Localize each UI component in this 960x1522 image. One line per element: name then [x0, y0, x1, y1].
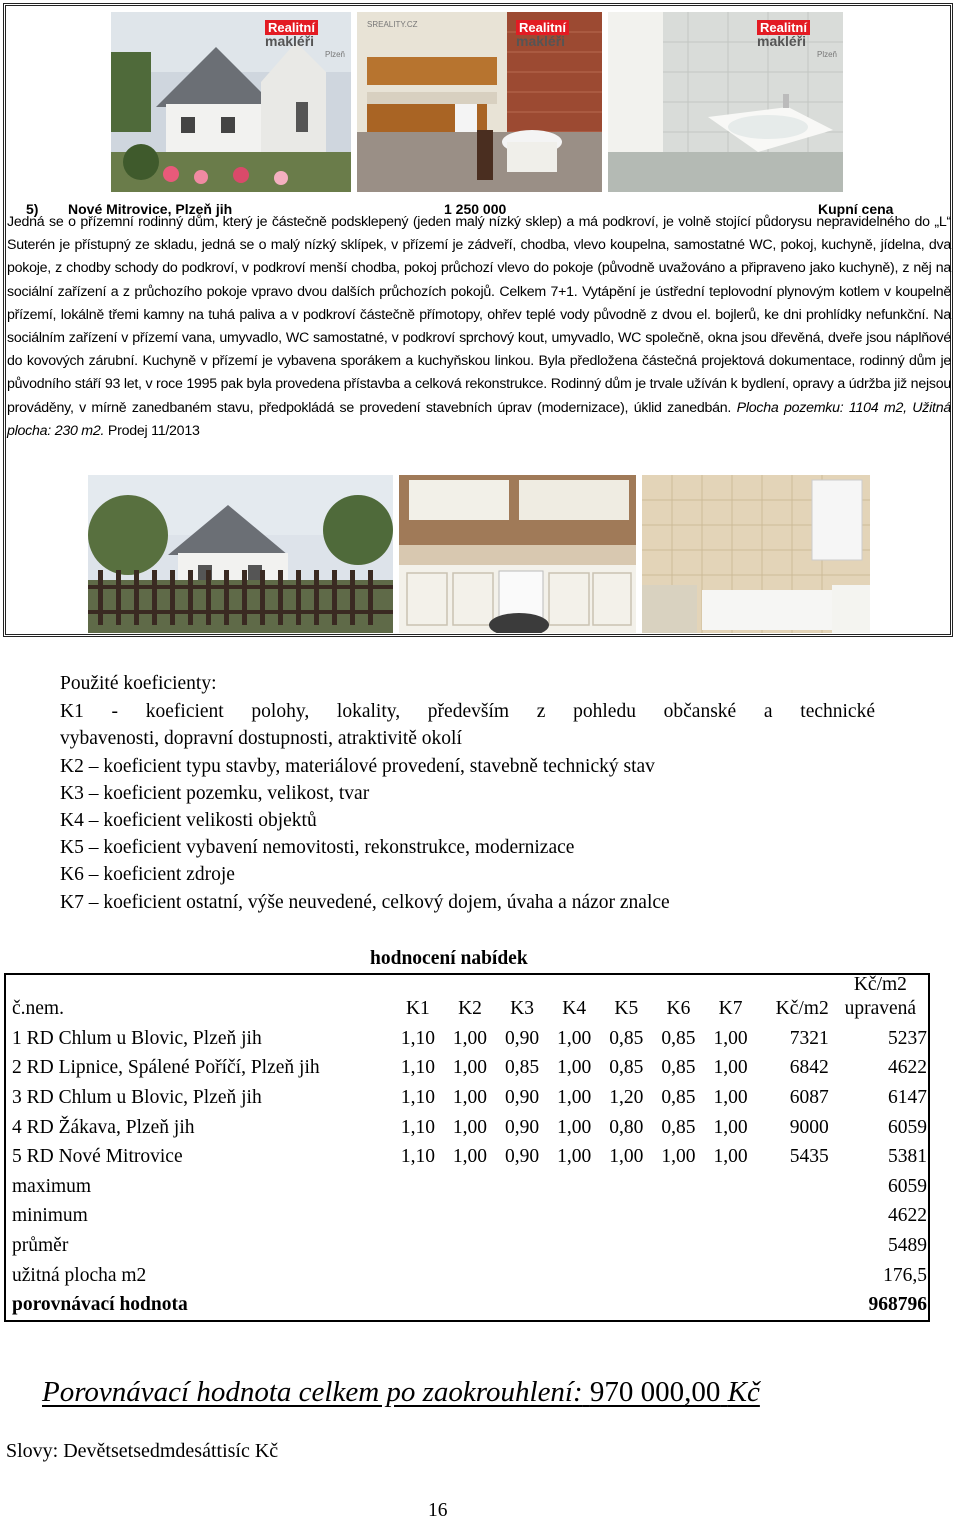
coefficients-intro: Použité koeficienty:	[60, 673, 217, 694]
row-value-cell: 0,85	[661, 1027, 696, 1049]
summary-value: 176,5	[883, 1264, 927, 1286]
row-value-cell: 6087	[789, 1086, 829, 1108]
photo-white-kitchen	[399, 475, 636, 633]
description-area: Plocha pozemku: 1104 m2, Užitná plocha: 230 m2.	[7, 399, 951, 439]
row-value-cell: 0,90	[505, 1086, 540, 1108]
row-name-cell: 5 RD Nové Mitrovice	[12, 1146, 183, 1168]
table-header-row	[6, 973, 932, 1024]
row-value-cell: 0,85	[661, 1086, 696, 1108]
row-value-cell: 1,10	[400, 1086, 435, 1108]
row-value-cell: 1,00	[713, 1146, 748, 1168]
final-value	[42, 1376, 760, 1409]
table-row	[6, 1054, 932, 1084]
row-value-cell: 1,00	[713, 1116, 748, 1138]
row-value-cell: 7321	[789, 1027, 829, 1049]
coefficient-k5: K5 – koeficient vybavení nemovitosti, rekonstrukce, modernizace	[60, 837, 575, 859]
table-row	[6, 1113, 932, 1143]
row-value-cell: 5381	[888, 1146, 927, 1168]
summary-value: 4622	[888, 1205, 927, 1227]
header-upravena-line: upravená	[844, 998, 917, 1019]
summary-label: užitná plocha m2	[12, 1264, 147, 1286]
row-value-cell: 1,00	[557, 1027, 592, 1049]
coefficients-section	[60, 670, 875, 916]
row-value-cell: 0,90	[505, 1027, 540, 1049]
header-k6: K6	[666, 998, 691, 1019]
row-value-cell: 5435	[789, 1146, 829, 1168]
coefficient-k4: K4 – koeficient velikosti objektů	[60, 810, 317, 832]
header-cnem: č.nem.	[12, 998, 64, 1019]
header-kc-m2-upravena	[829, 973, 932, 1024]
photo-kitchen	[357, 12, 602, 192]
listing-price: 1 250 000	[444, 201, 507, 217]
photo-house-fence	[88, 475, 393, 633]
row-name-cell: 1 RD Chlum u Blovic, Plzeň jih	[12, 1027, 262, 1049]
row-value-cell: 6842	[789, 1057, 829, 1079]
row-value-cell: 5237	[888, 1027, 927, 1049]
summary-label: minimum	[12, 1205, 88, 1227]
header-k5: K5	[614, 998, 639, 1019]
photo-bathroom	[608, 12, 843, 192]
row-value-cell: 1,00	[557, 1086, 592, 1108]
row-value-cell: 1,00	[452, 1146, 488, 1168]
row-value-cell: 0,85	[609, 1027, 644, 1049]
row-value-cell: 1,00	[452, 1116, 488, 1138]
row-value-cell: 1,00	[452, 1086, 488, 1108]
row-name-cell: 2 RD Lipnice, Spálené Poříčí, Plzeň jih	[12, 1057, 320, 1079]
row-value-cell: 1,20	[609, 1086, 644, 1108]
header-k3: K3	[510, 998, 535, 1019]
row-value-cell: 1,00	[452, 1057, 488, 1079]
listing-description	[7, 211, 951, 443]
row-value-cell: 6147	[888, 1086, 927, 1108]
row-value-cell: 1,10	[400, 1057, 435, 1079]
summary-value: 5489	[888, 1234, 927, 1256]
summary-row	[6, 1231, 932, 1261]
coefficient-k1-cont: vybavenosti, dopravní dostupnosti, atraktivitě okolí	[60, 728, 462, 750]
table-row	[6, 1142, 932, 1172]
row-value-cell: 1,00	[713, 1057, 748, 1079]
row-value-cell: 0,90	[505, 1146, 540, 1168]
summary-value: 6059	[888, 1175, 927, 1197]
row-value-cell: 9000	[789, 1116, 829, 1138]
listing-box	[3, 3, 953, 637]
value-in-words: Slovy: Devětsetsedmdesáttisíc Kč	[6, 1440, 279, 1462]
row-value-cell: 1,00	[452, 1027, 488, 1049]
row-value-cell: 1,00	[661, 1146, 696, 1168]
row-name-cell: 4 RD Žákava, Plzeň jih	[12, 1116, 195, 1138]
table-caption: hodnocení nabídek	[370, 948, 528, 969]
row-value-cell: 6059	[888, 1116, 927, 1138]
realitni-makleri-logo: Realitní makléři	[516, 20, 596, 48]
final-currency: Kč	[727, 1376, 760, 1408]
photo-house-exterior	[111, 12, 351, 192]
row-value-cell: 1,00	[557, 1116, 592, 1138]
coefficient-k7: K7 – koeficient ostatní, výše neuvedené, celkový dojem, úvaha a názor znalce	[60, 891, 670, 913]
summary-row	[6, 1202, 932, 1232]
summary-value: 968796	[868, 1294, 927, 1316]
summary-row	[6, 1261, 932, 1291]
header-k7: K7	[718, 998, 743, 1019]
description-sale: Prodej 11/2013	[107, 422, 200, 439]
header-k4: K4	[562, 998, 587, 1019]
header-kc-m2-line: Kč/m2	[853, 974, 907, 995]
row-value-cell: 1,10	[400, 1116, 435, 1138]
row-value-cell: 1,00	[713, 1086, 748, 1108]
coefficient-k1: K1 - koeficient polohy, lokality, především z pohledu občanské a technické	[60, 701, 875, 723]
coefficient-k2: K2 – koeficient typu stavby, materiálové provedení, stavebně technický stav	[60, 755, 655, 777]
final-amount: 970 000,00	[589, 1376, 721, 1408]
row-value-cell: 1,00	[609, 1146, 644, 1168]
listing-location: Nové Mitrovice, Plzeň jih	[68, 201, 233, 217]
row-value-cell: 0,85	[505, 1057, 540, 1079]
row-value-cell: 1,10	[400, 1146, 435, 1168]
row-value-cell: 0,90	[505, 1116, 540, 1138]
listing-number: 5)	[26, 201, 39, 217]
final-value-line	[42, 1376, 760, 1408]
row-value-cell: 0,80	[609, 1116, 644, 1138]
realitni-makleri-logo: Realitní makléři Plzeň	[265, 20, 345, 59]
summary-row	[6, 1172, 932, 1202]
table-row	[6, 1024, 932, 1054]
final-label: Porovnávací hodnota celkem po zaokrouhlení:	[42, 1376, 583, 1408]
row-value-cell: 4622	[888, 1057, 927, 1079]
row-value-cell: 1,00	[713, 1027, 748, 1049]
coefficient-k6: K6 – koeficient zdroje	[60, 864, 235, 886]
listing-price-label: Kupní cena	[818, 201, 894, 217]
row-value-cell: 1,00	[557, 1057, 592, 1079]
description-text: Jedná se o přízemní rodinný dům, který je částečně podsklepený (jeden malý nízký sklep) a má podkroví, je volně stojící půdorysu nepravidelného do „L“ Suterén je přístupný ze skladu, jedná se o malý nízký sklípek, v přízemí je zádveří, chodba, vlevo koupelna, samostatné WC, pokoj, kuchyně, jídelna, dva pokoje, z chodby schody do podkroví, v podkroví menší chodba, pokoj průchozí vlevo do pokoje (původně uvažováno a připraveno jako kuchyně), z něj na sociální zařízení a z průchozího pokoje vpravo dvou dalších průchozích pokojů. Celkem 7+1. Vytápění je ústřední teplovodní plynovým kotlem v koupelně přízemí, lokálně třemi kamny na tuhá paliva a v podkroví částečně přímotopy, ohřev teplé vody původně z dvou el. bojlerů, ke dni prohlídky nefunkční. Na sociálním zařízení v přízemí vana, umyvadlo, WC samostatné, v podkroví sprchový kout, umyvadlo, WC společně, okna jsou dřevěná, dveře jsou náplňové do kovových zárubní. Kuchyně v přízemí je vybavena sporákem a kuchyňskou linkou. Byla předložena částečná projektová dokumentace, rodinný dům je původního stáří 93 let, v roce 1995 pak byla provedena přístavba a celková rekonstrukce. Rodinný dům je trvale užíván k bydlení, opravy a údržba již nejsou prováděny, v mírně zanedbaném stavu, předpokládá se provedení stavebních úprav (modernizace), úklid zanedbán.	[7, 214, 951, 416]
header-kc-m2: Kč/m2	[775, 998, 829, 1019]
row-value-cell: 0,85	[609, 1057, 644, 1079]
table-row	[6, 1083, 932, 1113]
photo-bathroom-boiler	[642, 475, 870, 633]
summary-label: průměr	[12, 1234, 69, 1256]
header-k2: K2	[458, 998, 482, 1019]
sreality-watermark: SREALITY.CZ	[367, 20, 418, 29]
row-value-cell: 0,85	[661, 1057, 696, 1079]
row-value-cell: 1,10	[400, 1027, 435, 1049]
evaluation-table	[4, 973, 930, 1322]
summary-label: porovnávací hodnota	[12, 1294, 188, 1316]
summary-row	[6, 1290, 932, 1320]
summary-label: maximum	[12, 1175, 92, 1197]
row-value-cell: 0,85	[661, 1116, 696, 1138]
header-k1: K1	[405, 998, 430, 1019]
page-number: 16	[428, 1500, 448, 1521]
row-value-cell: 1,00	[557, 1146, 592, 1168]
coefficient-k3: K3 – koeficient pozemku, velikost, tvar	[60, 782, 370, 804]
realitni-makleri-logo: Realitní makléři Plzeň	[757, 20, 837, 59]
row-name-cell: 3 RD Chlum u Blovic, Plzeň jih	[12, 1086, 262, 1108]
